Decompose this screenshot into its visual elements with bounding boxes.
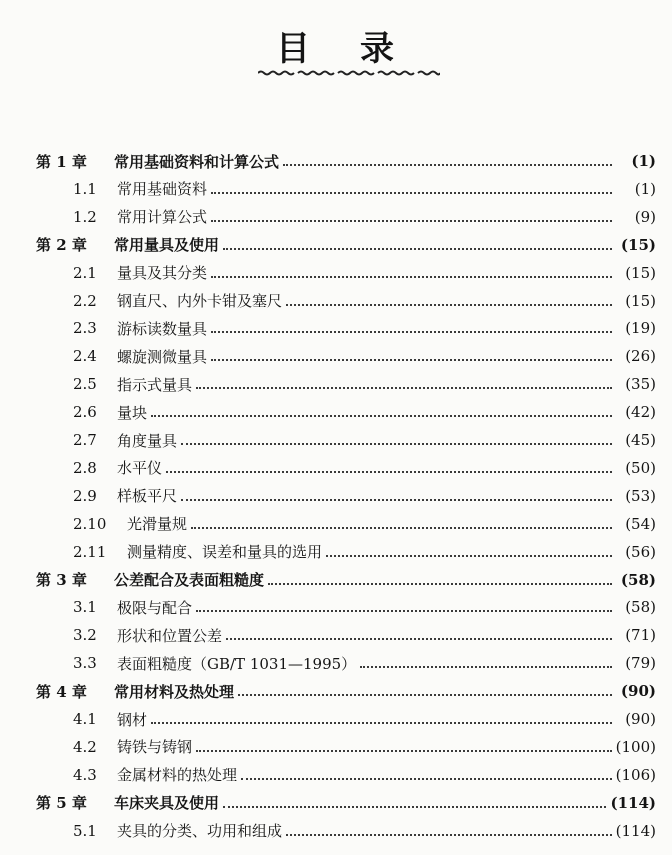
toc-entry-title: 常用计算公式 (117, 208, 208, 227)
toc-page-number: (114) (610, 793, 656, 812)
dot-leader (166, 471, 612, 473)
toc-entry-number: 3.2 (73, 626, 97, 645)
dot-leader (211, 192, 612, 194)
toc-page-number: (19) (625, 319, 656, 338)
toc-entry-title: 量具及其分类 (117, 264, 208, 283)
toc-entry-number: 第 4 章 (36, 682, 87, 701)
toc-page-number: (53) (625, 486, 656, 505)
toc-page-number: (15) (625, 263, 656, 282)
dot-leader (286, 834, 612, 836)
toc-page-number: (114) (615, 821, 656, 840)
toc-entry-title: 常用基础资料和计算公式 (114, 152, 280, 171)
toc-page-number: (35) (625, 375, 656, 394)
dot-leader (181, 499, 612, 501)
toc-entry-title: 角度量具 (117, 431, 178, 450)
toc-section-row[interactable] (0, 204, 672, 230)
dot-leader (196, 387, 612, 389)
dot-leader (191, 527, 612, 529)
toc-entry-title: 金属材料的热处理 (117, 766, 238, 785)
toc-entry-number: 2.5 (73, 375, 97, 394)
dot-leader (268, 583, 612, 585)
toc-page-number: (56) (625, 542, 656, 561)
toc-page-number: (100) (615, 737, 656, 756)
dot-leader (211, 220, 612, 222)
dot-leader (226, 638, 612, 640)
title-underline-ornament (258, 70, 440, 76)
toc-chapter-row[interactable] (0, 232, 672, 258)
toc-entry-number: 2.8 (73, 458, 97, 477)
toc-section-row[interactable] (0, 260, 672, 286)
toc-page-number: (1) (634, 179, 656, 198)
toc-chapter-row[interactable] (0, 567, 672, 593)
toc-entry-number: 3.1 (73, 598, 97, 617)
page-title-left: 目 (276, 29, 312, 69)
page-title-right: 录 (360, 29, 396, 69)
toc-section-row[interactable] (0, 288, 672, 314)
toc-chapter-row[interactable] (0, 790, 672, 816)
toc-entry-title: 公差配合及表面粗糙度 (114, 571, 265, 589)
toc-entry-number: 2.1 (73, 263, 97, 282)
toc-entry-number: 4.2 (73, 737, 97, 756)
toc-entry-title: 表面粗糙度（GB/T 1031—1995） (117, 654, 357, 673)
toc-entry-number: 4.1 (73, 710, 97, 728)
toc-chapter-row[interactable] (0, 678, 672, 704)
toc-entry-number: 5.1 (73, 821, 97, 840)
toc-entry-number: 2.7 (73, 431, 97, 449)
dot-leader (151, 722, 612, 724)
toc-entry-number: 2.11 (73, 542, 107, 561)
toc-entry-title: 样板平尺 (117, 487, 178, 506)
toc-entry-title: 指示式量具 (117, 375, 193, 394)
toc-section-row[interactable] (0, 594, 672, 620)
toc-entry-title: 形状和位置公差 (117, 626, 223, 645)
dot-leader (223, 248, 612, 250)
toc-section-row[interactable] (0, 343, 672, 369)
toc-entry-title: 钢材 (117, 710, 148, 729)
toc-page-number: (50) (625, 458, 656, 477)
dot-leader (196, 610, 612, 612)
dot-leader (360, 666, 612, 668)
toc-entry-title: 夹具的分类、功用和组成 (117, 822, 283, 841)
toc-entry-title: 钢直尺、内外卡钳及塞尺 (117, 292, 283, 310)
toc-section-row[interactable] (0, 455, 672, 481)
toc-section-row[interactable] (0, 622, 672, 648)
toc-entry-number: 2.4 (73, 347, 97, 366)
toc-section-row[interactable] (0, 818, 672, 844)
toc-section-row[interactable] (0, 650, 672, 676)
toc-page-number: (90) (620, 682, 656, 701)
toc-entry-title: 量块 (117, 403, 148, 422)
dot-leader (151, 415, 612, 417)
toc-page-number: (58) (620, 570, 656, 589)
dot-leader (211, 359, 612, 361)
toc-entry-number: 第 5 章 (36, 794, 87, 813)
toc-section-row[interactable] (0, 176, 672, 202)
toc-section-row[interactable] (0, 483, 672, 509)
toc-entry-title: 螺旋测微量具 (117, 347, 208, 366)
toc-entry-number: 第 3 章 (36, 571, 87, 589)
toc-page-number: (54) (625, 514, 656, 533)
toc-entry-number: 3.3 (73, 654, 97, 673)
toc-page-number: (9) (634, 207, 656, 226)
toc-page-number: (90) (625, 710, 656, 728)
toc-entry-title: 光滑量规 (127, 515, 188, 534)
toc-entry-number: 1.2 (73, 207, 97, 226)
toc-entry-number: 2.9 (73, 486, 97, 505)
page-title (0, 28, 672, 70)
toc-entry-number: 2.2 (73, 291, 97, 310)
toc-page-number: (58) (625, 598, 656, 617)
toc-page-number: (79) (625, 654, 656, 673)
toc-entry-number: 2.6 (73, 403, 97, 422)
toc-section-row[interactable] (0, 427, 672, 453)
toc-entry-title: 测量精度、误差和量具的选用 (127, 543, 323, 562)
toc-entry-title: 车床夹具及使用 (114, 794, 220, 813)
toc-section-row[interactable] (0, 734, 672, 760)
dot-leader (286, 304, 612, 306)
dot-leader (211, 331, 612, 333)
toc-section-row[interactable] (0, 762, 672, 788)
toc-entry-number: 第 2 章 (36, 236, 87, 255)
toc-entry-number: 2.3 (73, 319, 97, 338)
dot-leader (326, 555, 612, 557)
dot-leader (241, 778, 612, 780)
toc-page-number: (15) (625, 291, 656, 310)
toc-section-row[interactable] (0, 539, 672, 565)
toc-entry-title: 铸铁与铸钢 (117, 738, 193, 757)
toc-entry-title: 水平仪 (117, 459, 163, 478)
dot-leader (283, 164, 612, 166)
toc-entry-number: 第 1 章 (36, 152, 87, 171)
toc-chapter-row[interactable] (0, 148, 672, 174)
toc-page-number: (71) (625, 626, 656, 645)
toc-section-row[interactable] (0, 399, 672, 425)
dot-leader (181, 443, 612, 445)
toc-page-number: (45) (625, 431, 656, 449)
toc-page-number: (42) (625, 403, 656, 422)
toc-section-row[interactable] (0, 371, 672, 397)
toc-entry-number: 2.10 (73, 514, 107, 533)
dot-leader (196, 750, 612, 752)
toc-section-row[interactable] (0, 315, 672, 341)
toc-page-number: (1) (631, 152, 656, 170)
toc-entry-title: 常用基础资料 (117, 180, 208, 199)
dot-leader (238, 694, 612, 696)
toc-entry-title: 常用量具及使用 (114, 236, 220, 255)
toc-section-row[interactable] (0, 706, 672, 732)
toc-entry-number: 4.3 (73, 765, 97, 784)
toc-entry-number: 1.1 (73, 179, 97, 198)
dot-leader (211, 276, 612, 278)
dot-leader (223, 806, 606, 808)
toc-entry-title: 游标读数量具 (117, 319, 208, 338)
toc-page-number: (106) (615, 765, 656, 784)
toc-entry-title: 极限与配合 (117, 598, 193, 617)
toc-page-number: (15) (620, 235, 656, 254)
toc-entry-title: 常用材料及热处理 (114, 682, 235, 701)
toc-section-row[interactable] (0, 511, 672, 537)
toc-page-number: (26) (625, 347, 656, 366)
